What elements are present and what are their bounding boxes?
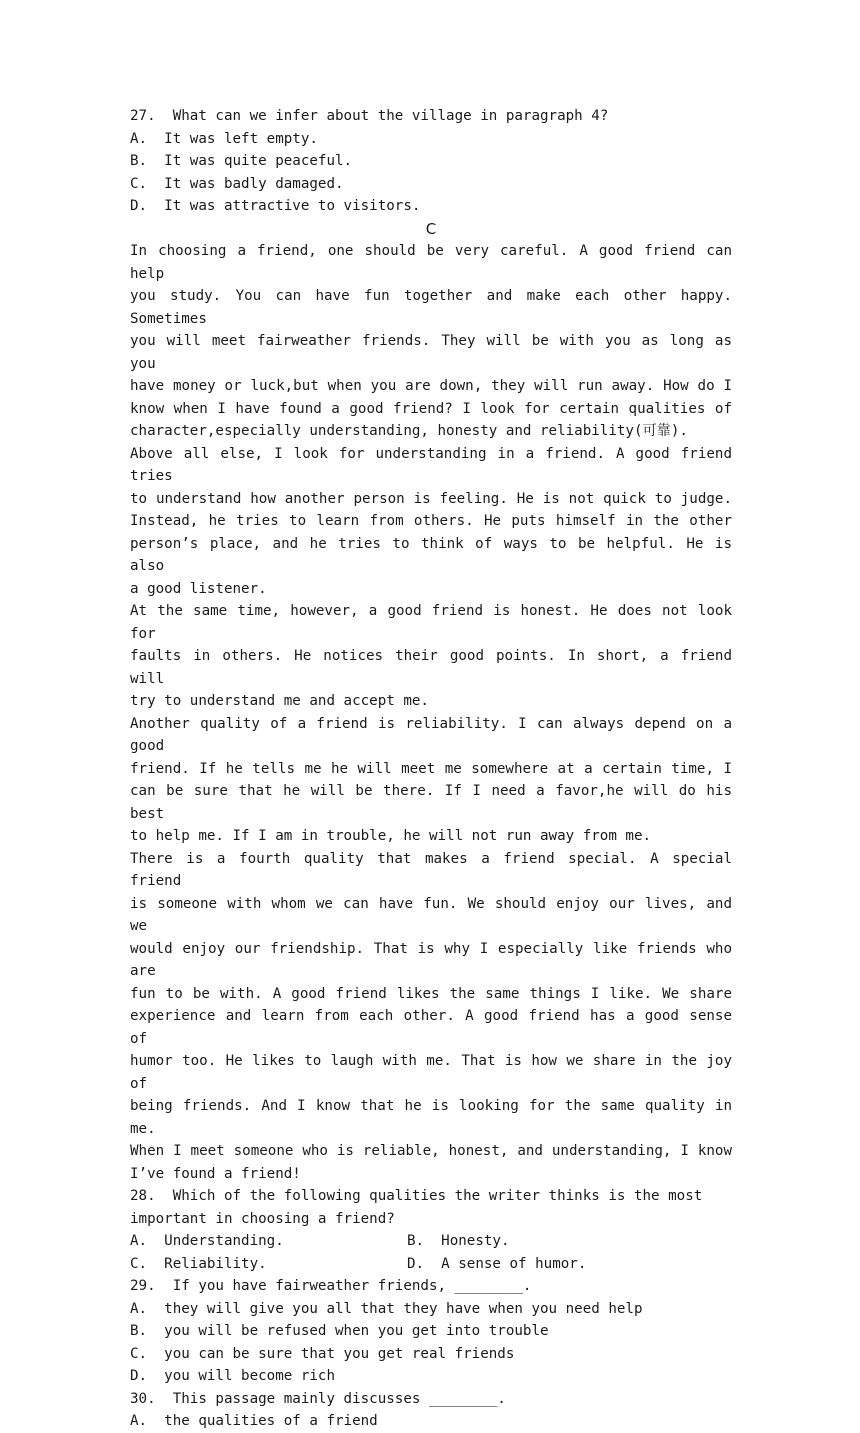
passage-line: fun to be with. A good friend likes the same things I like. We share: [130, 985, 732, 1002]
passage-line: can be sure that he will be there. If I need a favor,he will do his best: [130, 783, 732, 822]
passage-line: When I meet someone who is reliable, honest, and understanding, I know: [130, 1143, 732, 1159]
passage-line: experience and learn from each other. A good friend has a good sense of: [130, 1008, 732, 1047]
passage-line: have money or luck,but when you are down, they will run away. How do I: [130, 378, 732, 394]
options-28-row1: [130, 1230, 732, 1253]
passage-line: Above all else, I look for understanding in a friend. A good friend tries: [130, 445, 732, 484]
passage-line: At the same time, however, a good friend is honest. He does not look for: [130, 603, 732, 642]
option-28-a: A. Understanding.: [130, 1233, 284, 1249]
option-27-c: C. It was badly damaged.: [130, 175, 344, 192]
passage-line: Another quality of a friend is reliability. I can always depend on a good: [130, 715, 732, 754]
question-28-cont: important in choosing a friend?: [130, 1210, 395, 1227]
option-27-d: D. It was attractive to visitors.: [130, 198, 421, 214]
passage-line: you will meet fairweather friends. They will be with you as long as you: [130, 333, 732, 372]
option-28-c: C. Reliability.: [130, 1255, 267, 1272]
option-29-d: D. you will become rich: [130, 1368, 335, 1384]
passage-line: being friends. And I know that he is looking for the same quality in me.: [130, 1098, 732, 1137]
question-29: 29. If you have fairweather friends, ________.: [130, 1278, 532, 1294]
passage-line: would enjoy our friendship. That is why I especially like friends who are: [130, 940, 732, 979]
question-27: 27. What can we infer about the village in paragraph 4?: [130, 108, 609, 124]
passage-line: to help me. If I am in trouble, he will not run away from me.: [130, 828, 652, 844]
option-29-b: B. you will be refused when you get into trouble: [130, 1323, 549, 1339]
passage-line: friend. If he tells me he will meet me somewhere at a certain time, I: [130, 760, 732, 777]
passage-line: There is a fourth quality that makes a friend special. A special friend: [130, 850, 732, 889]
passage-line: Instead, he tries to learn from others. He puts himself in the other: [130, 513, 732, 529]
passage-line: a good listener.: [130, 580, 267, 597]
question-28: 28. Which of the following qualities the writer thinks is the most: [130, 1188, 703, 1204]
option-29-c: C. you can be sure that you get real friends: [130, 1345, 515, 1362]
option-27-a: A. It was left empty.: [130, 130, 318, 147]
options-28-row2: [130, 1253, 732, 1276]
passage-line: person’s place, and he tries to think of ways to be helpful. He is also: [130, 535, 732, 574]
passage-line: character,especially understanding, honesty and reliability(可靠).: [130, 423, 688, 439]
passage-line: to understand how another person is feeling. He is not quick to judge.: [130, 490, 732, 507]
option-30-a: A. the qualities of a friend: [130, 1413, 378, 1429]
passage-line: you study. You can have fun together and make each other happy. Sometimes: [130, 288, 732, 327]
passage-line: In choosing a friend, one should be very careful. A good friend can help: [130, 243, 732, 282]
passage-line: know when I have found a good friend? I look for certain qualities of: [130, 400, 732, 417]
section-label: C: [425, 219, 437, 238]
question-30: 30. This passage mainly discusses ________.: [130, 1390, 506, 1407]
option-28-b: B. Honesty.: [407, 1233, 510, 1249]
option-27-b: B. It was quite peaceful.: [130, 153, 353, 169]
passage-line: faults in others. He notices their good points. In short, a friend will: [130, 648, 732, 687]
passage-line: is someone with whom we can have fun. We should enjoy our lives, and we: [130, 895, 732, 934]
option-29-a: A. they will give you all that they have when you need help: [130, 1300, 643, 1317]
document-page: [130, 105, 732, 1433]
passage-line: try to understand me and accept me.: [130, 693, 429, 709]
option-28-d: D. A sense of humor.: [407, 1255, 587, 1272]
passage-line: I’ve found a friend!: [130, 1165, 301, 1182]
passage-line: humor too. He likes to laugh with me. That is how we share in the joy of: [130, 1053, 732, 1092]
